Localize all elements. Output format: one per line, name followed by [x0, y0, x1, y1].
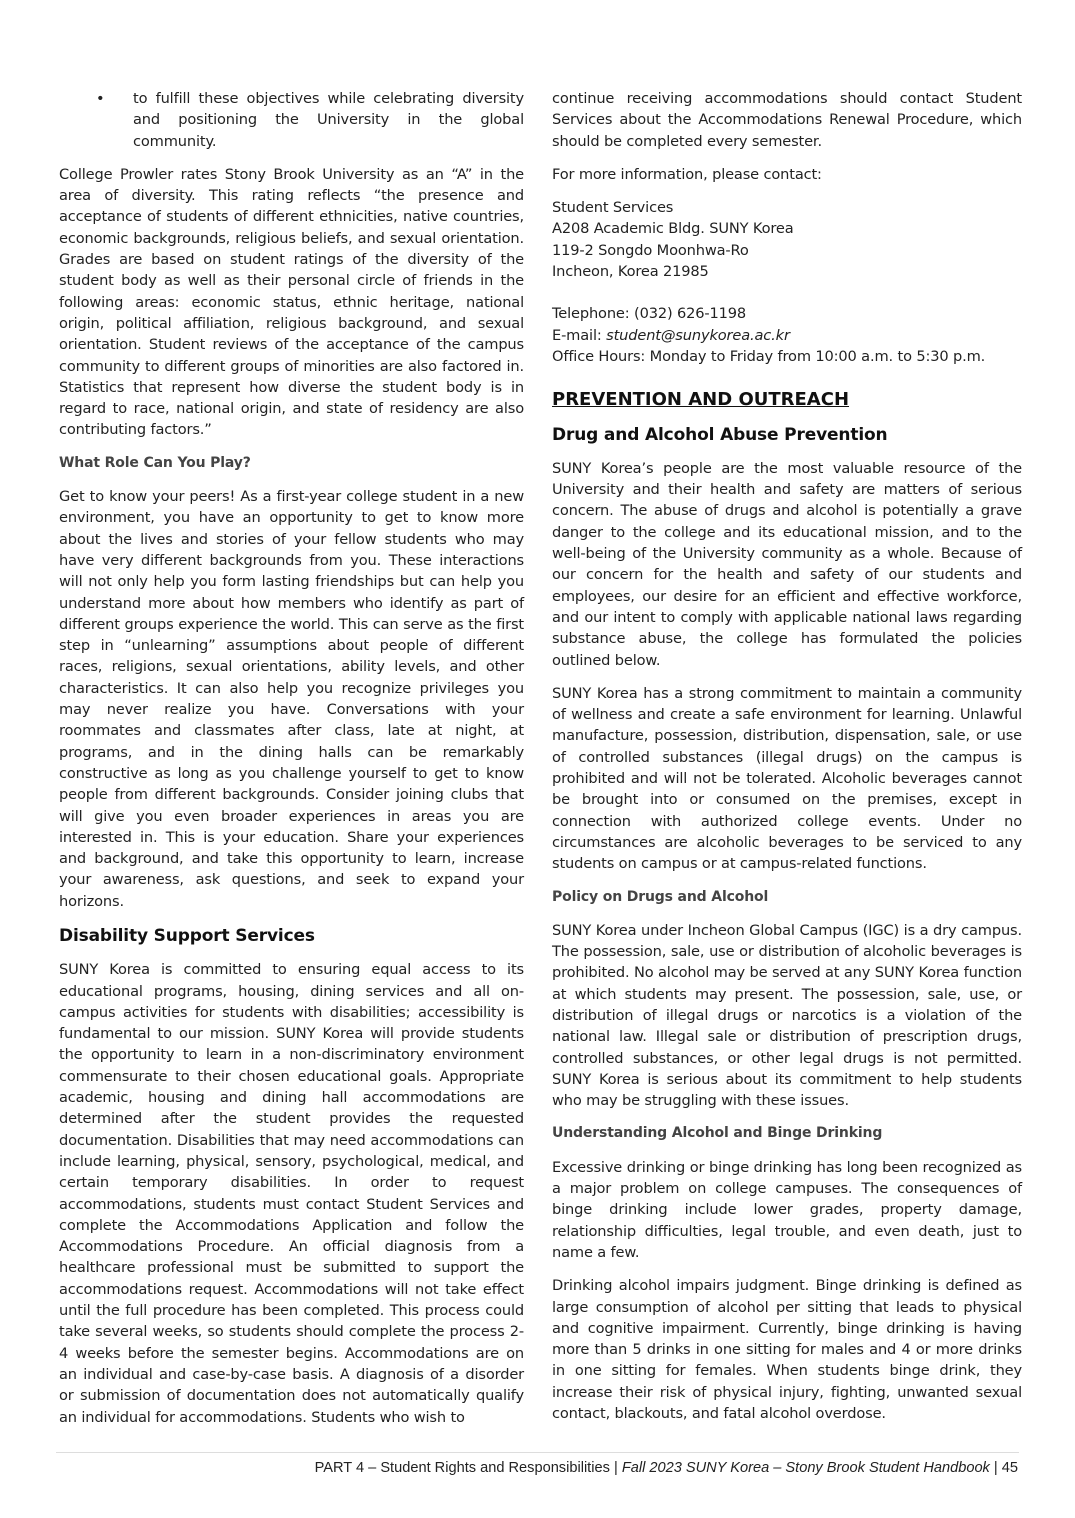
- contact-city: Incheon, Korea 21985: [552, 263, 709, 281]
- heading-disability-support: Disability Support Services: [59, 925, 315, 946]
- bullet-icon: •: [96, 90, 105, 107]
- footer-separator: |: [609, 1460, 622, 1476]
- paragraph-policy: SUNY Korea under Incheon Global Campus (IGC) is a dry campus. The possession, sale, use or distribution of alcoholic beverages is prohibited. No alcohol may be served at any SUNY Korea function at which students may present. The possession, sale, use, or distribution of illegal drugs or narcotics is a violation of the national law. Illegal sale or distribution of prescription drugs, controlled substances, or other legal drugs is not permitted. SUNY Korea is serious about its commitment to help students who may be struggling with these issues.: [552, 921, 1022, 1110]
- contact-building: A208 Academic Bldg. SUNY Korea: [552, 220, 794, 238]
- paragraph-disability: SUNY Korea is committed to ensuring equal access to its educational programs, housing, dining services and all on-campus activities for students with disabilities; accessibility is fundamental to our mission. SUNY Korea will provide students the opportunity to learn in a non-discriminatory environment commensurate to their chosen educational goals. Appropriate academic, housing and dining hall accommodations are determined after the student provides the requested documentation. Disabilities that may need accommodations can include learning, physical, sensory, psychological, medical, and certain temporary disabilities. In order to request accommodations, students must contact Student Services and complete the Accommodations Application and follow the Accommodations Procedure. An official diagnosis from a healthcare professional must be submitted to support the accommodations request. Accommodations will not take effect until the full procedure has been completed. This process could take several weeks, so students should complete the process 2-4 weeks before the semester begins. Accommodations are on an individual and case-by-case basis. A diagnosis of a disorder or submission of documentation does not automatically qualify an individual for accommodations. Students who wish to: [59, 961, 524, 1426]
- page-footer: [315, 1460, 1018, 1476]
- paragraph-binge-1: Excessive drinking or binge drinking has long been recognized as a major problem on college campuses. The consequences of binge drinking include lower grades, property damage, relationship difficulties, legal trouble, and even death, just to name a few.: [552, 1158, 1022, 1261]
- paragraph-role: Get to know your peers! As a first-year college student in a new environment, you have an opportunity to get to know more about the lives and stories of your fellow students who may have very different backgrounds from you. These interactions will not only help you form lasting friendships but can help you understand more about how members who identify as part of different groups experience the world. This can serve as the first step in “unlearning” assumptions about people of different races, religions, sexual orientations, ability levels, and other characteristics. It can also help you recognize privileges you may never realize you have. Conversations with your roommates and classmates after class, late at night, at programs, and in the dining halls can be remarkably constructive as long as you challenge yourself to get to know people from different backgrounds. Consider joining clubs that will give you even broader experiences in areas you are interested in. This is your education. Share your experiences and background, and take this opportunity to learn, increase your awareness, ask questions, and seek to expand your horizons.: [59, 488, 524, 910]
- heading-drug-alcohol: Drug and Alcohol Abuse Prevention: [552, 424, 888, 445]
- bullet-item: [59, 88, 524, 152]
- footer-section: PART 4 – Student Rights and Responsibilities: [314, 1460, 610, 1476]
- paragraph-more-info: For more information, please contact:: [552, 165, 822, 183]
- subheading-binge: Understanding Alcohol and Binge Drinking: [552, 1125, 883, 1142]
- footer-divider: [56, 1452, 1019, 1453]
- subheading-role: What Role Can You Play?: [59, 454, 251, 471]
- subheading-policy: Policy on Drugs and Alcohol: [552, 888, 769, 905]
- contact-street: 119-2 Songdo Moonhwa-Ro: [552, 241, 749, 259]
- paragraph-commitment: SUNY Korea has a strong commitment to maintain a community of wellness and create a safe environment for learning. Unlawful manufacture, possession, distribution, dispensation, sale, or use of controlled substances (illegal drugs) on the campus is prohibited and will not be tolerated. Alcoholic beverages cannot be brought into or consumed on the premises, except in connection with authorized college events. Under no circumstances are alcoholic beverages to be serviced to any students on campus or at campus-related functions.: [552, 684, 1022, 873]
- paragraph-continue: continue receiving accommodations should contact Student Services about the Accommodations Renewal Procedure, which should be completed every semester.: [552, 90, 1022, 150]
- paragraph-college-prowler: College Prowler rates Stony Brook University as an “A” in the area of diversity. This rating reflects “the presence and acceptance of students of different ethnicities, native countries, economic backgrounds, religious beliefs, and sexual orientation. Grades are based on student ratings of the diversity of the student body as well as their personal circle of friends in the following areas: economic status, ethnic heritage, national origin, political affiliation, religious background, and sexual orientation. Student reviews of the acceptance of the campus community to different groups of minorities are also factored in. Statistics that represent how diverse the student body is in regard to race, national origin, and state of residency are also contributing factors.”: [59, 165, 524, 439]
- contact-email-label: E-mail:: [552, 326, 607, 344]
- bullet-text: to fulfill these objectives while celebrating diversity and positioning the University in the global community.: [133, 90, 524, 150]
- paragraph-binge-2: Drinking alcohol impairs judgment. Binge drinking is defined as large consumption of alcohol per sitting that leads to physical and cognitive impairment. Currently, binge drinking is having more than 5 drinks in one sitting for males and 4 or more drinks in one sitting for females. When students binge drink, they increase their risk of physical injury, fighting, unwanted sexual contact, blackouts, and fatal alcohol overdose.: [552, 1277, 1022, 1423]
- right-column: [552, 88, 1022, 1436]
- contact-hours: Office Hours: Monday to Friday from 10:00 a.m. to 5:30 p.m.: [552, 347, 986, 365]
- contact-email-line: [552, 325, 1022, 346]
- contact-office: Student Services: [552, 199, 674, 217]
- footer-handbook-title: Fall 2023 SUNY Korea – Stony Brook Student Handbook: [621, 1460, 990, 1476]
- paragraph-people: SUNY Korea’s people are the most valuable resource of the University and their health and safety are matters of serious concern. The abuse of drugs and alcohol is potentially a grave danger to the college and its educational mission, and to the well-being of the University community as a whole. Because of our concern for the health and safety of our students and employees, our desire for an efficient and effective workforce, and our intent to comply with applicable national laws regarding substance abuse, the college has formulated the policies outlined below.: [552, 459, 1022, 669]
- left-column: [59, 88, 524, 1440]
- heading-prevention-outreach: PREVENTION AND OUTREACH: [552, 389, 850, 411]
- contact-telephone: Telephone: (032) 626-1198: [552, 305, 747, 323]
- contact-email-link[interactable]: student@sunykorea.ac.kr: [606, 326, 790, 344]
- footer-separator: |: [989, 1460, 1002, 1476]
- page-number: 45: [1001, 1460, 1018, 1476]
- contact-block: [552, 197, 1022, 367]
